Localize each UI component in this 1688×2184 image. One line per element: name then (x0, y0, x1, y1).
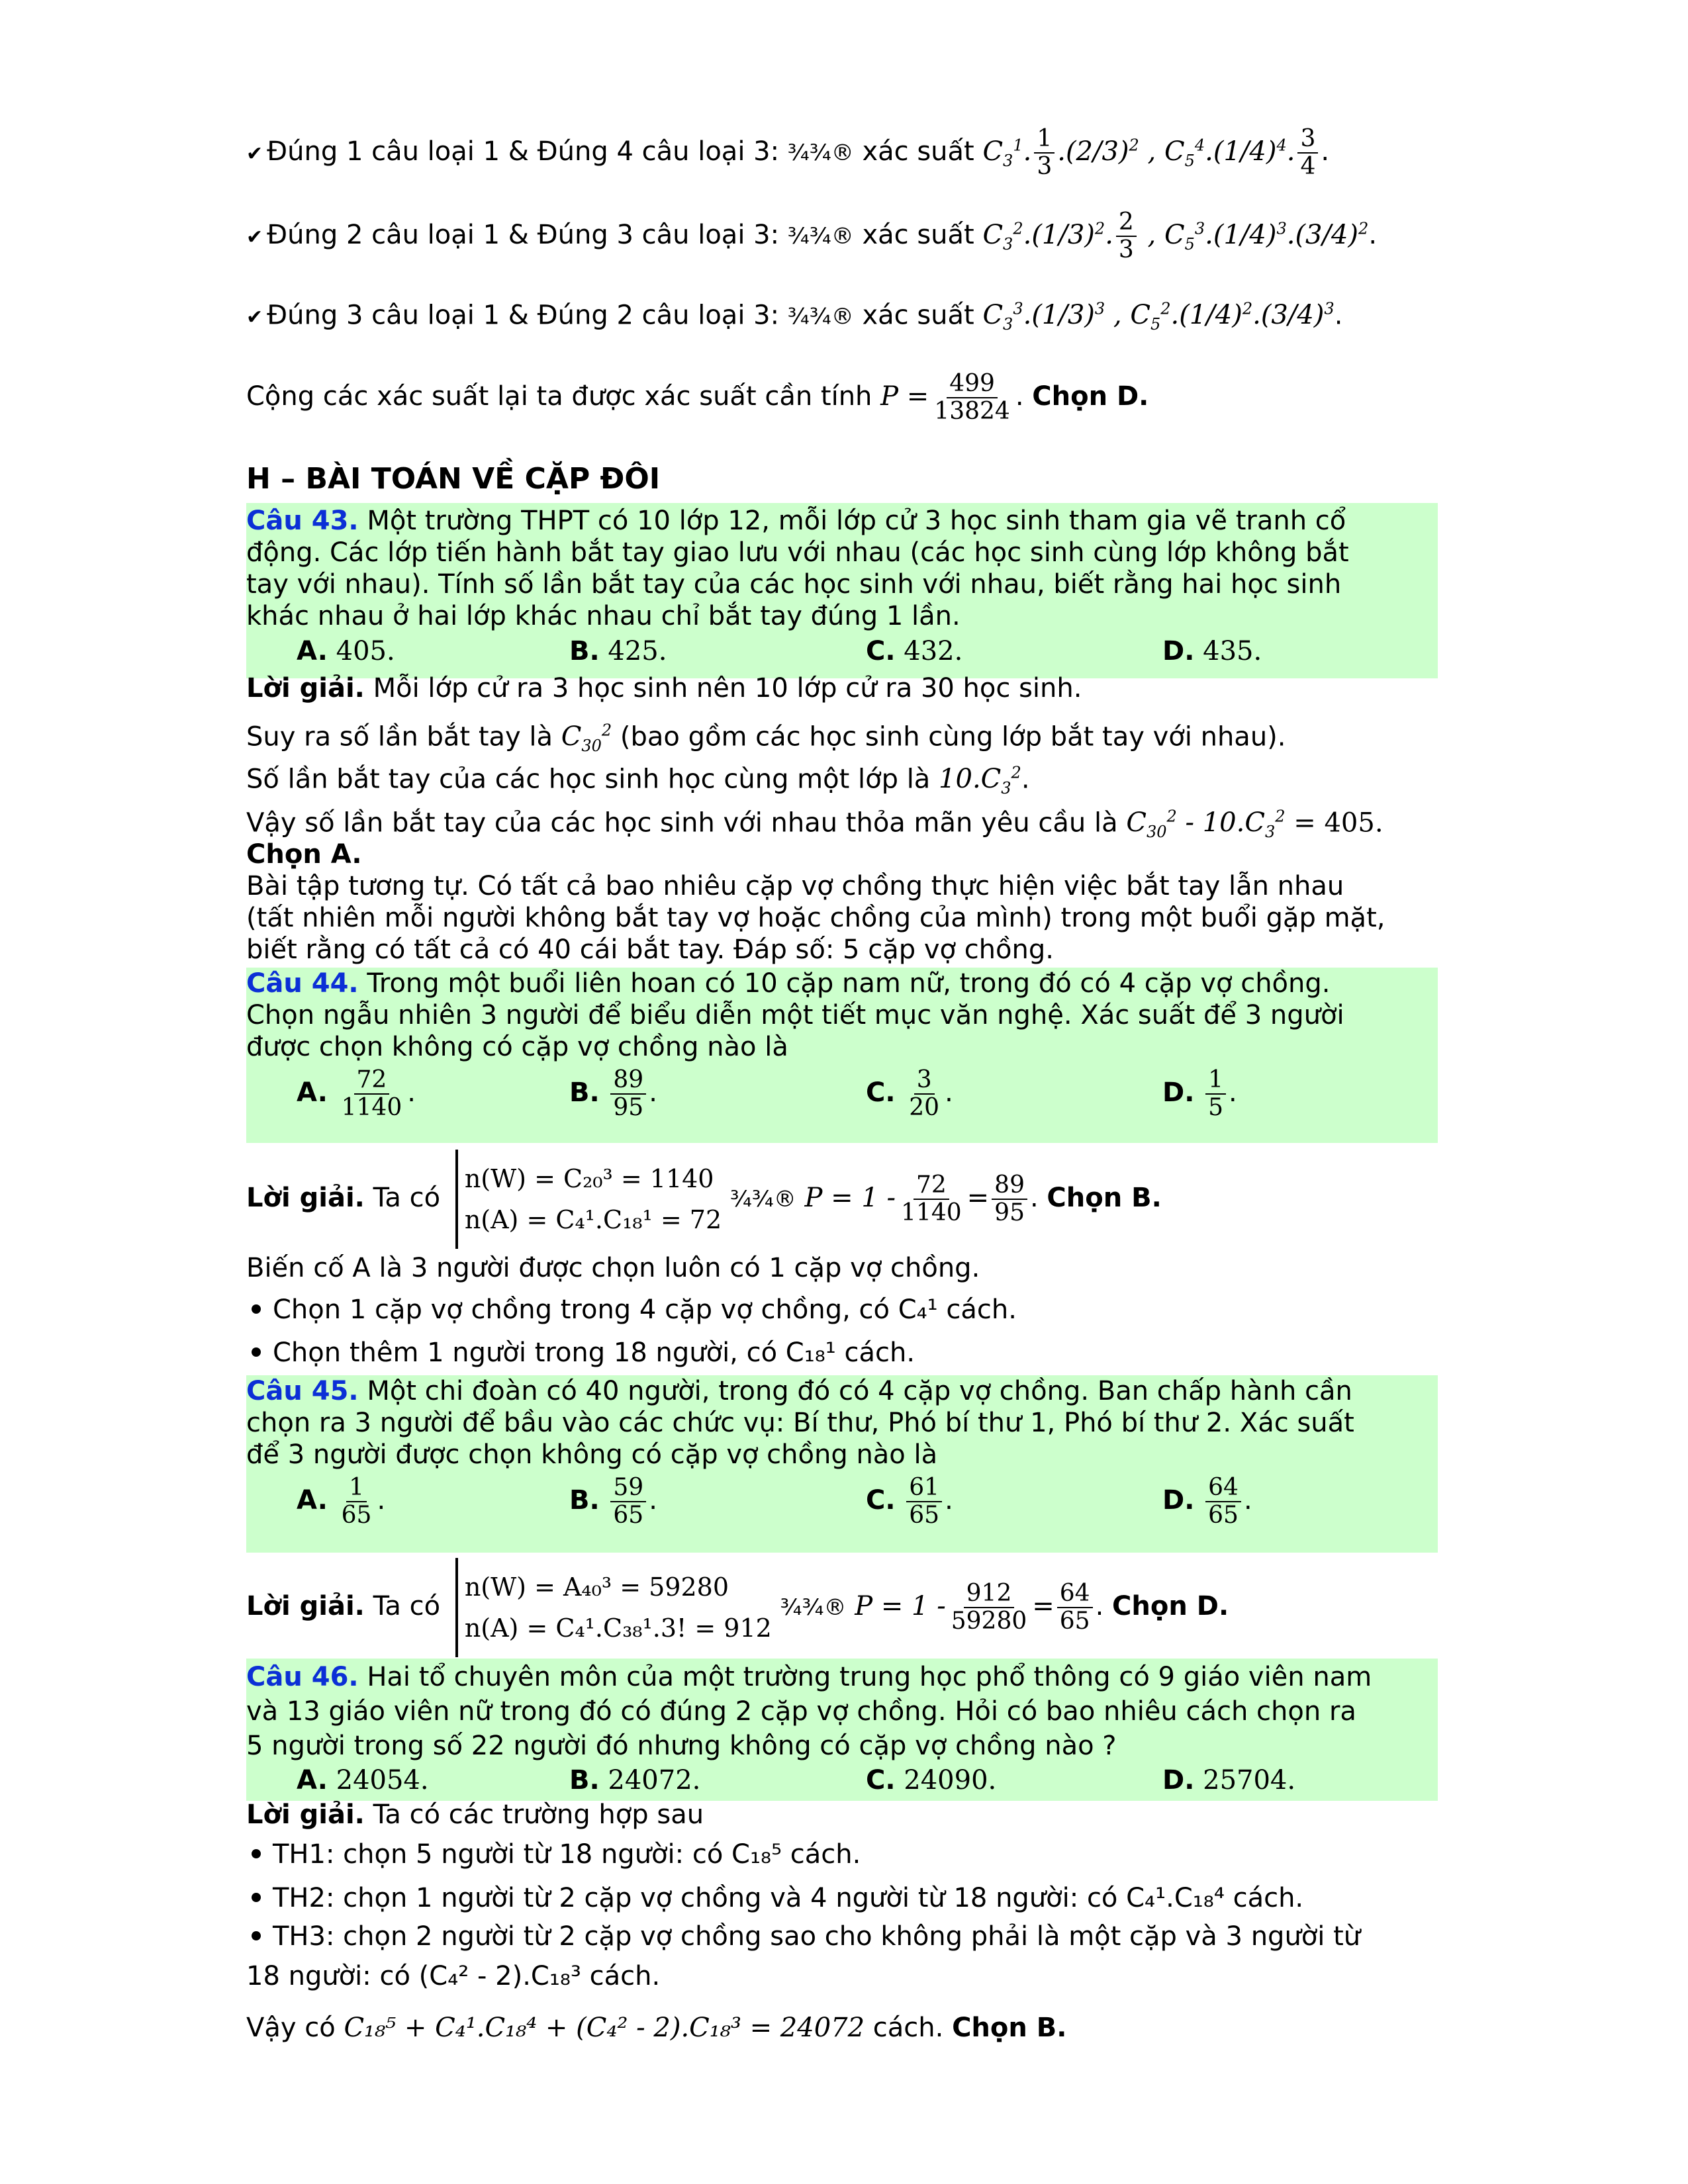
prob-line-1: ✔ Đúng 1 câu loại 1 & Đúng 4 câu loại 3: ¾¾® xác suất $C_3^1$. $\frac{1}{3}$ $.(2/3)^2$ , $C_5^4.(1/4)^4$. $\frac{3}{4}$ . (246, 125, 1330, 180)
check-icon: ✔ (246, 142, 263, 165)
q43-solution-3: Số lần bắt tay của các học sinh học cùng một lớp là $10.C_3^2$. (246, 764, 1030, 798)
bullet-icon (252, 1304, 261, 1314)
q44-option-b[interactable]: B. $\frac{89}{95}$ . (569, 1066, 657, 1121)
q46-line3: 5 người trong số 22 người đó nhưng không có cặp vợ chồng nào ? (246, 1731, 1117, 1761)
q45-line3: để 3 người được chọn không có cặp vợ chồng nào là (246, 1439, 938, 1470)
q43-solution-1: Lời giải. Mỗi lớp cử ra 3 học sinh nên 10 lớp cử ra 30 học sinh. (246, 673, 1082, 704)
q46-case-3b: 18 người: có (C₄² - 2).C₁₈³ cách. (246, 1961, 661, 1991)
q46-line2: và 13 giáo viên nữ trong đó có đúng 2 cặp vợ chồng. Hỏi có bao nhiêu cách chọn ra (246, 1696, 1356, 1727)
q45-option-a[interactable]: A. $\frac{1}{65}$ . (297, 1474, 386, 1529)
section-title: H – BÀI TOÁN VỀ CẶP ĐÔI (246, 462, 661, 496)
q46-case-2: TH2: chọn 1 người từ 2 cặp vợ chồng và 4 người từ 18 người: có C₄¹.C₁₈⁴ cách. (246, 1882, 1303, 1914)
q46-case-3a: TH3: chọn 2 người từ 2 cặp vợ chồng sao cho không phải là một cặp và 3 người từ (246, 1921, 1360, 1952)
q43-option-d[interactable]: D. 435. (1162, 636, 1262, 666)
exercise-line1: Bài tập tương tự. Có tất cả bao nhiêu cặp vợ chồng thực hiện việc bắt tay lẫn nhau (246, 871, 1344, 901)
q46-solution-intro: Lời giải. Ta có các trường hợp sau (246, 1799, 704, 1830)
q46-option-b[interactable]: B. 24072. (569, 1765, 701, 1796)
q44-line3: được chọn không có cặp vợ chồng nào là (246, 1032, 788, 1062)
q44-option-c[interactable]: C. $\frac{3}{20}$ . (866, 1066, 953, 1121)
exercise-line2: (tất nhiên mỗi người không bắt tay vợ hoặc chồng của mình) trong một buổi gặp mặt, (246, 903, 1385, 933)
q43-choose: Chọn A. (246, 839, 362, 870)
q45-solution: Lời giải. Ta có n(W) = A₄₀³ = 59280 n(A) = C₄¹.C₃₈¹.3! = 912 ¾¾® P = 1 - $\frac{912}{59280}$ = $\frac{64}{65}$ . Chọn D. (246, 1557, 1229, 1657)
arrow-glyph: ¾¾® (729, 1186, 796, 1212)
q44-solution: Lời giải. Ta có n(W) = C₂₀³ = 1140 n(A) = C₄¹.C₁₈¹ = 72 ¾¾® P = 1 - $\frac{72}{1140}$ = $\frac{89}{95}$ . Chọn B. (246, 1148, 1162, 1249)
check-icon: ✔ (246, 226, 263, 249)
q43-line4: khác nhau ở hai lớp khác nhau chỉ bắt tay đúng 1 lần. (246, 601, 961, 631)
q44-line2: Chọn ngẫu nhiên 3 người để biểu diễn một tiết mục văn nghệ. Xác suất để 3 người (246, 1000, 1344, 1030)
q45-option-c[interactable]: C. $\frac{61}{65}$ . (866, 1474, 953, 1529)
q44-option-d[interactable]: D. $\frac{1}{5}$ . (1162, 1066, 1237, 1121)
bullet-icon (252, 1931, 261, 1940)
q43-option-a[interactable]: A. 405. (297, 636, 395, 666)
bullet-icon (252, 1849, 261, 1858)
q43-solution-4: Vậy số lần bắt tay của các học sinh với nhau thỏa mãn yêu cầu là $C_{30}^2 - 10.C_3^2 = 405$. (246, 807, 1383, 842)
q45-line1: Câu 45. Một chi đoàn có 40 người, trong đó có 4 cặp vợ chồng. Ban chấp hành cần (246, 1376, 1352, 1406)
q45-option-b[interactable]: B. $\frac{59}{65}$ . (569, 1474, 657, 1529)
sum-fraction: $\frac{499}{13824}$ (934, 370, 1010, 425)
q46-option-d[interactable]: D. 25704. (1162, 1765, 1296, 1796)
q44-line1: Câu 44. Trong một buổi liên hoan có 10 cặp nam nữ, trong đó có 4 cặp vợ chồng. (246, 968, 1331, 999)
exercise-line3: biết rằng có tất cả có 40 cái bắt tay. Đáp số: 5 cặp vợ chồng. (246, 934, 1054, 965)
arrow-glyph: ¾¾® (780, 1594, 847, 1621)
q43-option-b[interactable]: B. 425. (569, 636, 667, 666)
prob-line-3: ✔ Đúng 3 câu loại 1 & Đúng 2 câu loại 3: ¾¾® xác suất $C_3^3.(1/3)^3$ , $C_5^2.(1/4)^2.(3/4)^3$. (246, 300, 1343, 334)
q45-line2: chọn ra 3 người để bầu vào các chức vụ: Bí thư, Phó bí thư 1, Phó bí thư 2. Xác suất (246, 1408, 1354, 1438)
q45-option-d[interactable]: D. $\frac{64}{65}$ . (1162, 1474, 1252, 1529)
q43-line2: động. Các lớp tiến hành bắt tay giao lưu với nhau (các học sinh cùng lớp không bắt (246, 537, 1349, 568)
check-icon: ✔ (246, 306, 263, 330)
q43-option-c[interactable]: C. 432. (866, 636, 963, 666)
q46-option-c[interactable]: C. 24090. (866, 1765, 997, 1796)
q43-line3: tay với nhau). Tính số lần bắt tay của các học sinh với nhau, biết rằng hai học sinh (246, 569, 1342, 600)
q43-solution-2: Suy ra số lần bắt tay là $C_{30}^2$ (bao gồm các học sinh cùng lớp bắt tay với nhau). (246, 721, 1286, 756)
prob-line-2: ✔ Đúng 2 câu loại 1 & Đúng 3 câu loại 3: ¾¾® xác suất $C_3^2.(1/3)^2$. $\frac{2}{3}$ , $C_5^3.(1/4)^3.(3/4)^2$. (246, 208, 1378, 263)
q46-line1: Câu 46. Hai tổ chuyên môn của một trường trung học phổ thông có 9 giáo viên nam (246, 1662, 1372, 1692)
q44-bullet-2: Chọn thêm 1 người trong 18 người, có C₁₈¹ cách. (246, 1337, 915, 1369)
q44-bullet-1: Chọn 1 cặp vợ chồng trong 4 cặp vợ chồng, có C₄¹ cách. (246, 1294, 1017, 1326)
q44-system: n(W) = C₂₀³ = 1140 n(A) = C₄¹.C₁₈¹ = 72 (464, 1164, 722, 1234)
system-brace (455, 1150, 458, 1249)
arrow-glyph: ¾¾® (787, 223, 854, 250)
q46-option-a[interactable]: A. 24054. (297, 1765, 429, 1796)
q44-event-line: Biến cố A là 3 người được chọn luôn có 1 cặp vợ chồng. (246, 1253, 980, 1283)
q46-case-1: TH1: chọn 5 người từ 18 người: có C₁₈⁵ cách. (246, 1839, 861, 1870)
arrow-glyph: ¾¾® (787, 303, 854, 330)
system-brace (455, 1558, 458, 1657)
prob-sum-line: Cộng các xác suất lại ta được xác suất cần tính P = $\frac{499}{13824}$ . Chọn D. (246, 370, 1149, 425)
q46-final: Vậy có C₁₈⁵ + C₄¹.C₁₈⁴ + (C₄² - 2).C₁₈³ = 24072 cách. Chọn B. (246, 2013, 1067, 2043)
q44-option-a[interactable]: A. $\frac{72}{1140}$ . (297, 1066, 416, 1121)
q45-system: n(W) = A₄₀³ = 59280 n(A) = C₄¹.C₃₈¹.3! = 912 (464, 1572, 772, 1643)
bullet-icon (252, 1893, 261, 1902)
arrow-glyph: ¾¾® (787, 140, 854, 166)
bullet-icon (252, 1347, 261, 1357)
q43-line1: Câu 43. Một trường THPT có 10 lớp 12, mỗi lớp cử 3 học sinh tham gia vẽ tranh cổ (246, 506, 1346, 536)
